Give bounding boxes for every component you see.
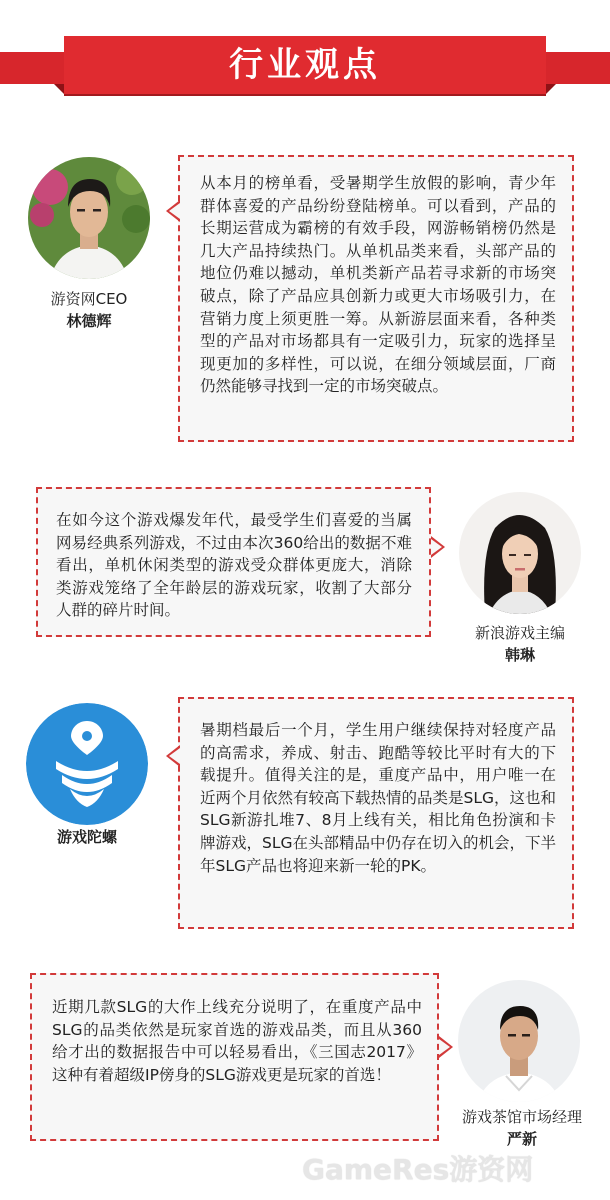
header-banner-fold-right — [546, 84, 556, 94]
author-role: 游戏茶馆市场经理 — [461, 1108, 582, 1126]
author-name: 游戏陀螺 — [56, 828, 117, 846]
author-role: 新浪游戏主编 — [474, 624, 565, 642]
page-title: 行业观点 — [229, 45, 381, 85]
quote-pointer — [431, 536, 445, 558]
quote-pointer — [166, 200, 180, 222]
avatar-han-lin — [459, 492, 581, 614]
author-name: 严新 — [506, 1130, 537, 1148]
avatar-lin-dehui — [28, 157, 150, 279]
author-role: 游资网CEO — [50, 290, 128, 308]
logo-youxi-tuoluo — [26, 703, 148, 825]
avatar-photo-icon — [458, 980, 580, 1102]
quote-pointer — [439, 1036, 453, 1058]
quote-text: 近期几款SLG的大作上线充分说明了，在重度产品中SLG的品类依然是玩家首选的游戏品类，而且从360给才出的数据报告中可以轻易看出，《三国志2017》这种有着超级IP傍身的SLG游戏更是玩家的首选！ — [52, 998, 422, 1084]
author-name: 林德辉 — [66, 312, 112, 330]
quote-text: 从本月的榜单看，受暑期学生放假的影响，青少年群体喜爱的产品纷纷登陆榜单。可以看到，产品的长期运营成为霸榜的有效手段，网游畅销榜仍然是几大产品持续热门。从单机品类来看，头部产品的地位仍难以撼动，单机类新产品若寻求新的市场突破点，除了产品应具创新力或更大市场吸引力，在营销力度上须更胜一筹。从新游层面来看，各种类型的产品对市场都具有一定吸引力，玩家的选择呈现更加的多样性，可以说，在细分领域层面，厂商仍然能够寻找到一定的市场突破点。 — [200, 174, 556, 396]
avatar-yan-xin — [458, 980, 580, 1102]
avatar-photo-icon — [28, 157, 150, 279]
header-banner-fold-left — [54, 84, 64, 94]
avatar-photo-icon — [459, 492, 581, 614]
quote-text: 暑期档最后一个月，学生用户继续保持对轻度产品的高需求，养成、射击、跑酷等较比平时有大的下载提升。值得关注的是，重度产品中，用户唯一在近两个月依然有较高下载热情的品类是SLG，这也和SLG新游扎堆7、8月上线有关，相比角色扮演和卡牌游戏，SLG在头部精品中仍存在切入的机会，下半年SLG产品也将迎来新一轮的PK。 — [200, 721, 556, 875]
watermark: GameRes游资网 — [302, 1153, 534, 1186]
quote-pointer — [166, 745, 180, 767]
spinning-top-logo-icon — [26, 703, 148, 825]
author-name: 韩琳 — [504, 646, 535, 664]
quote-text: 在如今这个游戏爆发年代，最受学生们喜爱的当属网易经典系列游戏，不过由本次360给出的数据不难看出，单机休闲类型的游戏受众群体更庞大，消除类游戏笼络了全年龄层的游戏玩家，收割了大部分人群的碎片时间。 — [56, 511, 412, 620]
